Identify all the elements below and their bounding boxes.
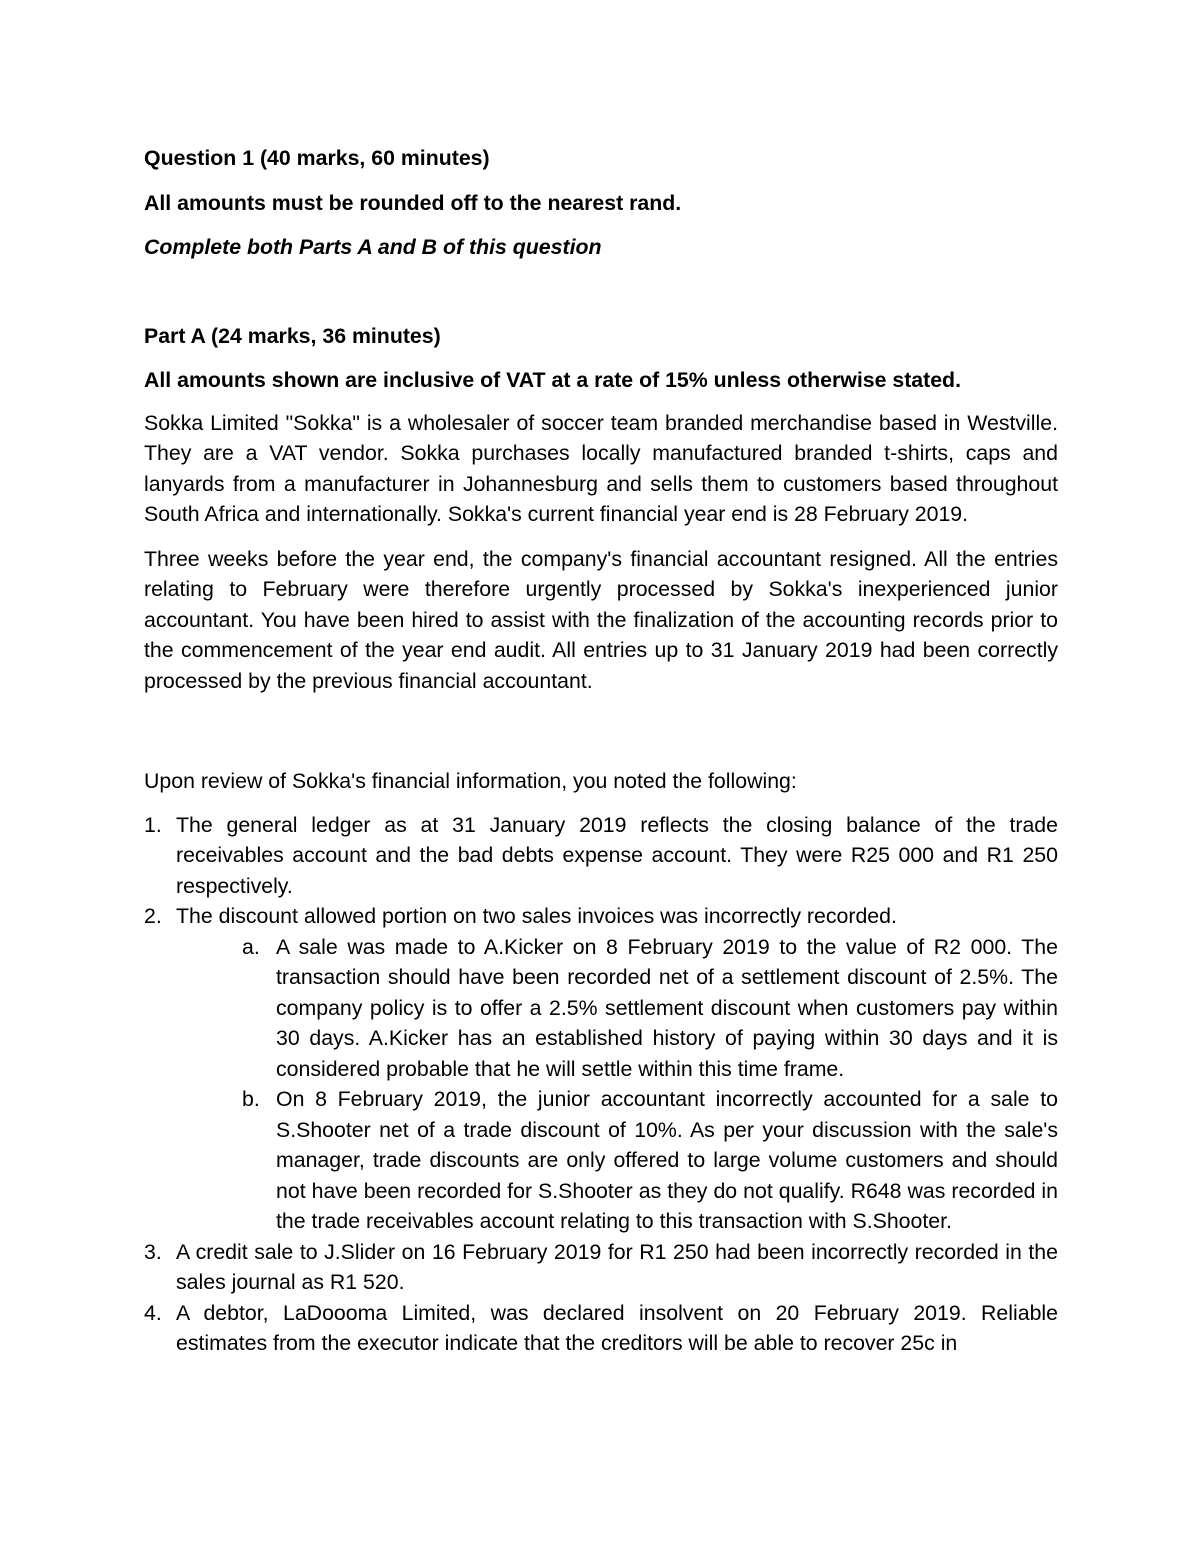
- vat-note: All amounts shown are inclusive of VAT at a rate of 15% unless otherwise stated.: [144, 368, 961, 392]
- list-item-text: The discount allowed portion on two sales invoices was incorrectly recorded.: [176, 904, 897, 928]
- background-paragraph: Three weeks before the year end, the company's financial accountant resigned. All the entries relating to February were therefore urgently processed by Sokka's inexperienced junior accountant. You have been hired to assist with the finalization of the accounting records prior to the commencement of the year end audit. All entries up to 31 January 2019 had been correctly processed by the previous financial accountant.: [144, 546, 1058, 693]
- list-item-text: A credit sale to J.Slider on 16 February 2019 for R1 250 had been incorrectly recorded in the sales journal as R1 520.: [176, 1239, 1058, 1294]
- document-page: [144, 143, 1058, 1359]
- instruction: Complete both Parts A and B of this question: [144, 235, 602, 259]
- findings-list: [144, 810, 1058, 1359]
- list-item-number: 2.: [144, 904, 162, 928]
- list-item-text: The general ledger as at 31 January 2019 reflects the closing balance of the trade receivables account and the bad debts expense account. They were R25 000 and R1 250 respectively.: [176, 812, 1058, 898]
- list-item-text: A debtor, LaDoooma Limited, was declared insolvent on 20 February 2019. Reliable estimates from the executor indicate that the creditors will be able to recover 25c in: [176, 1300, 1058, 1355]
- list-item: [144, 1298, 1058, 1359]
- rounding-note: All amounts must be rounded off to the nearest rand.: [144, 190, 682, 215]
- part-a-title: Part A (24 marks, 36 minutes): [144, 323, 441, 348]
- question-title: Question 1 (40 marks, 60 minutes): [144, 146, 490, 170]
- sub-list: [176, 932, 1058, 1237]
- company-description-paragraph: Sokka Limited "Sokka" is a wholesaler of soccer team branded merchandise based in Westville. They are a VAT vendor. Sokka purchases locally manufactured branded t-shirts, caps and lanyards from a manufacturer in Johannesburg and sells them to customers based throughout South Africa and internationally. Sokka's current financial year end is 28 February 2019.: [144, 410, 1058, 526]
- list-item-number: 3.: [144, 1239, 162, 1264]
- sub-list-item-text: A sale was made to A.Kicker on 8 February 2019 to the value of R2 000. The transaction should have been recorded net of a settlement discount of 2.5%. The company policy is to offer a 2.5% settlement discount when customers pay within 30 days. A.Kicker has an established history of paying within 30 days and it is considered probable that he will settle within this time frame.: [276, 934, 1058, 1081]
- sub-list-item-text: On 8 February 2019, the junior accountant incorrectly accounted for a sale to S.Shooter net of a trade discount of 10%. As per your discussion with the sale's manager, trade discounts are only offered to large volume customers and should not have been recorded for S.Shooter as they do not qualify. R648 was recorded in the trade receivables account relating to this transaction with S.Shooter.: [276, 1087, 1058, 1233]
- list-intro: Upon review of Sokka's financial information, you noted the following:: [144, 769, 797, 793]
- sub-list-item-letter: b.: [242, 1087, 260, 1111]
- sub-list-item-letter: a.: [242, 934, 260, 959]
- list-item: [144, 810, 1058, 902]
- list-item: [144, 1237, 1058, 1298]
- list-item: [144, 901, 1058, 1237]
- sub-list-item: [176, 932, 1058, 1085]
- sub-list-item: [176, 1084, 1058, 1237]
- list-item-number: 4.: [144, 1300, 162, 1325]
- list-item-number: 1.: [144, 812, 162, 837]
